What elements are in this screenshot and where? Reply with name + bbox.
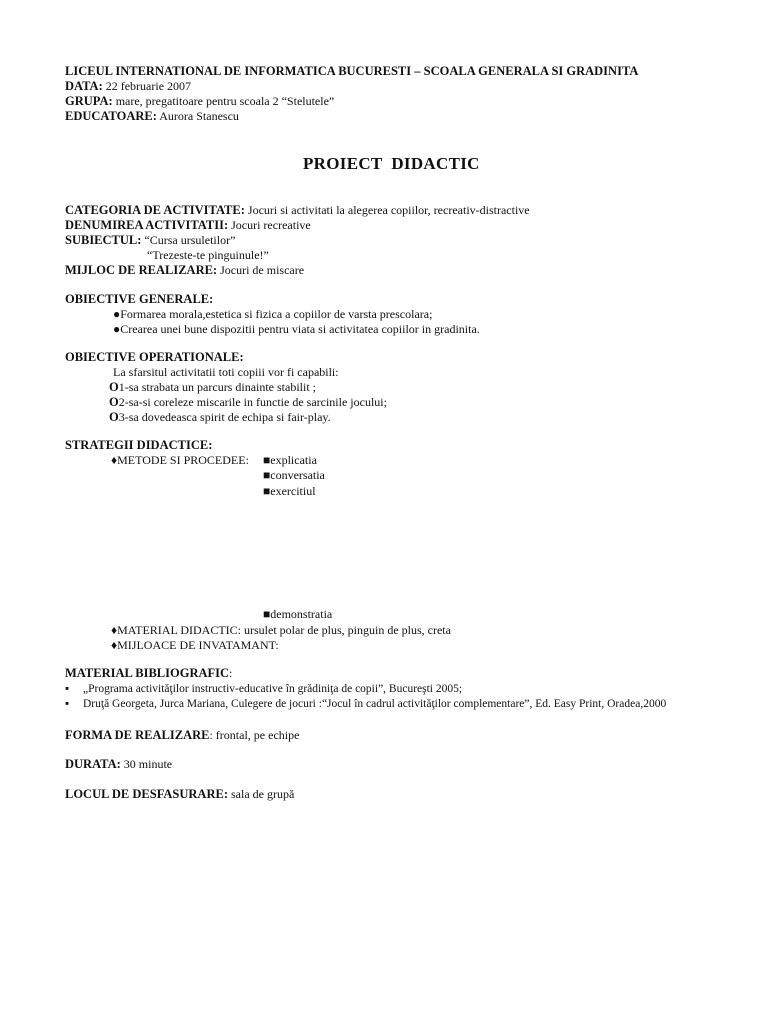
bibliography-colon: : [229, 666, 233, 680]
group-value: mare, pregatitoare pentru scoala 2 “Stelutele” [115, 94, 335, 108]
bibliography-text: „Programa activităţilor instructiv-educative în grădiniţa de copii”, Bucureşti 2005; [83, 683, 463, 695]
teacher-line [65, 109, 239, 124]
operational-objective-2 [109, 395, 387, 410]
date-label: DATA: [65, 79, 103, 93]
subject-label: SUBIECTUL: [65, 233, 142, 247]
teacher-value: Aurora Stanescu [159, 109, 239, 123]
method-item: ■exercitiul [263, 484, 316, 498]
objective-code: O [109, 395, 119, 409]
objective-text: 3-sa dovedeasca spirit de echipa si fair-play. [118, 410, 331, 424]
operational-objectives-heading: OBIECTIVE OPERATIONALE: [65, 350, 244, 364]
location-value: sala de grupă [231, 787, 295, 801]
square-bullet-icon: ▪ [65, 698, 70, 710]
school-name: LICEUL INTERNATIONAL DE INFORMATICA BUCURESTI – SCOALA GENERALA SI GRADINITA [65, 64, 639, 78]
operational-intro: La sfarsitul activitatii toti copiii vor fi capabili: [113, 365, 339, 379]
bibliography-heading-line [65, 666, 232, 681]
subject-value-2: “Trezeste-te pinguinule!” [147, 248, 269, 262]
method-item: ■conversatia [263, 468, 325, 482]
date-value: 22 februarie 2007 [105, 79, 192, 93]
means-value: Jocuri de miscare [220, 263, 305, 277]
activity-name-line [65, 218, 311, 233]
page-title: PROIECT DIDACTIC [303, 154, 480, 173]
general-objective-1: ●Formarea morala,estetica si fizica a copiilor de varsta prescolara; [113, 307, 433, 321]
category-line [65, 203, 530, 218]
means-label: MIJLOC DE REALIZARE: [65, 263, 218, 277]
square-bullet-icon: ▪ [65, 683, 70, 695]
form-value: : frontal, pe echipe [209, 728, 300, 742]
form-line [65, 728, 299, 743]
general-objectives-heading: OBIECTIVE GENERALE: [65, 292, 214, 306]
duration-label: DURATA: [65, 757, 121, 771]
location-label: LOCUL DE DESFASURARE: [65, 787, 228, 801]
duration-value: 30 minute [123, 757, 173, 771]
duration-line [65, 757, 172, 772]
objective-text: 2-sa-si coreleze miscarile in functie de sarcinile jocului; [118, 395, 387, 409]
activity-name-label: DENUMIREA ACTIVITATII: [65, 218, 229, 232]
objective-code: O [109, 410, 119, 424]
general-objective-2: ●Crearea unei bune dispozitii pentru viata si activitatea copiilor in gradinita. [113, 322, 480, 336]
objective-text: 1-sa strabata un parcurs dinainte stabilit ; [118, 380, 317, 394]
means-line [65, 263, 304, 278]
operational-objective-1 [109, 380, 316, 395]
bibliography-item [65, 682, 462, 697]
bibliography-heading: MATERIAL BIBLIOGRAFIC [65, 666, 230, 680]
category-value: Jocuri si activitati la alegerea copiilor, recreativ-distractive [247, 203, 530, 217]
method-item: ■demonstratia [263, 607, 333, 621]
subject-line [65, 233, 235, 248]
method-item: ■explicatia [263, 453, 317, 467]
didactic-material: ♦MATERIAL DIDACTIC: ursulet polar de plus, pinguin de plus, creta [111, 623, 451, 637]
bibliography-text: Druţă Georgeta, Jurca Mariana, Culegere de jocuri :“Jocul în cadrul activităţilor complementare”, Ed. Easy Print, Oradea,2000 [83, 698, 667, 710]
date-line [65, 79, 191, 94]
teacher-label: EDUCATOARE: [65, 109, 157, 123]
form-label: FORMA DE REALIZARE [65, 728, 210, 742]
methods-label: ♦METODE SI PROCEDEE: [111, 453, 249, 467]
group-label: GRUPA: [65, 94, 113, 108]
objective-code: O [109, 380, 119, 394]
operational-objective-3 [109, 410, 331, 425]
category-label: CATEGORIA DE ACTIVITATE: [65, 203, 245, 217]
activity-name-value: Jocuri recreative [231, 218, 311, 232]
teaching-means: ♦MIJLOACE DE INVATAMANT: [111, 638, 279, 652]
bibliography-item [65, 697, 666, 712]
subject-value-1: “Cursa ursuletilor” [144, 233, 236, 247]
strategies-heading: STRATEGII DIDACTICE: [65, 438, 213, 452]
group-line [65, 94, 334, 109]
location-line [65, 787, 294, 802]
